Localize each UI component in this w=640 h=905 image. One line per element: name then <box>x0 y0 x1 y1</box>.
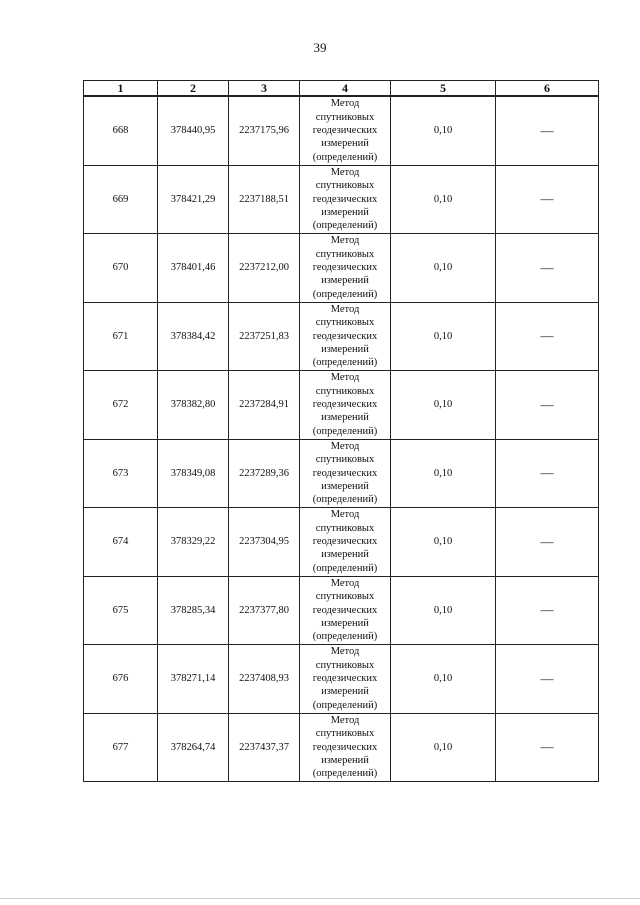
accuracy-cell: 0,10 <box>391 713 496 782</box>
note-cell: — <box>496 371 599 440</box>
table-row <box>84 96 599 165</box>
accuracy-cell: 0,10 <box>391 508 496 577</box>
method-line: (определений) <box>312 494 378 506</box>
method-line: Метод <box>330 166 360 178</box>
coordinate-y-cell: 2237377,80 <box>229 576 300 645</box>
method-line: геодезических <box>312 673 378 685</box>
method-line: (определений) <box>312 151 378 163</box>
coordinate-x-cell: 378382,80 <box>158 371 229 440</box>
method-cell <box>300 302 391 371</box>
method-line: геодезических <box>312 467 378 479</box>
note-cell: — <box>496 508 599 577</box>
method-line: геодезических <box>312 193 378 205</box>
method-line: спутниковых <box>315 522 375 534</box>
accuracy-cell: 0,10 <box>391 645 496 714</box>
point-number-cell: 675 <box>84 576 158 645</box>
method-line: спутниковых <box>315 111 375 123</box>
table-header-row <box>84 81 599 97</box>
table-row <box>84 234 599 303</box>
method-line: измерений <box>321 138 369 150</box>
accuracy-cell: 0,10 <box>391 234 496 303</box>
table-row <box>84 713 599 782</box>
method-line: спутниковых <box>315 591 375 603</box>
method-line: (определений) <box>312 562 378 574</box>
method-line: геодезических <box>312 262 378 274</box>
note-cell: — <box>496 302 599 371</box>
method-line: (определений) <box>312 220 378 232</box>
accuracy-cell: 0,10 <box>391 371 496 440</box>
accuracy-cell: 0,10 <box>391 302 496 371</box>
header-col-1: 1 <box>84 81 158 97</box>
table-row <box>84 371 599 440</box>
method-line: Метод <box>330 372 360 384</box>
method-line: Метод <box>330 646 360 658</box>
coordinate-x-cell: 378421,29 <box>158 165 229 234</box>
point-number-cell: 673 <box>84 439 158 508</box>
point-number-cell: 668 <box>84 96 158 165</box>
method-line: (определений) <box>312 425 378 437</box>
method-cell <box>300 371 391 440</box>
method-line: спутниковых <box>315 454 375 466</box>
method-line: геодезических <box>312 125 378 137</box>
method-line: геодезических <box>312 536 378 548</box>
table-body <box>84 96 599 782</box>
method-cell <box>300 234 391 303</box>
point-number-cell: 674 <box>84 508 158 577</box>
accuracy-cell: 0,10 <box>391 439 496 508</box>
method-line: измерений <box>321 686 369 698</box>
method-line: Метод <box>330 235 360 247</box>
table-row <box>84 645 599 714</box>
coordinate-y-cell: 2237212,00 <box>229 234 300 303</box>
method-line: спутниковых <box>315 659 375 671</box>
method-line: (определений) <box>312 699 378 711</box>
coordinate-x-cell: 378440,95 <box>158 96 229 165</box>
coordinate-y-cell: 2237284,91 <box>229 371 300 440</box>
header-col-6: 6 <box>496 81 599 97</box>
coordinate-x-cell: 378401,46 <box>158 234 229 303</box>
method-line: геодезических <box>312 604 378 616</box>
method-line: геодезических <box>312 741 378 753</box>
coordinate-x-cell: 378349,08 <box>158 439 229 508</box>
point-number-cell: 676 <box>84 645 158 714</box>
method-line: спутниковых <box>315 385 375 397</box>
coordinate-y-cell: 2237304,95 <box>229 508 300 577</box>
method-line: спутниковых <box>315 248 375 260</box>
method-line: измерений <box>321 343 369 355</box>
method-line: измерений <box>321 480 369 492</box>
method-line: геодезических <box>312 330 378 342</box>
table-row <box>84 508 599 577</box>
coordinate-y-cell: 2237437,37 <box>229 713 300 782</box>
method-line: Метод <box>330 509 360 521</box>
method-line: (определений) <box>312 357 378 369</box>
page-number: 39 <box>313 40 327 55</box>
accuracy-cell: 0,10 <box>391 96 496 165</box>
accuracy-cell: 0,10 <box>391 165 496 234</box>
page-edge-line <box>0 898 640 899</box>
method-cell <box>300 508 391 577</box>
coordinate-x-cell: 378285,34 <box>158 576 229 645</box>
method-line: измерений <box>321 206 369 218</box>
coordinate-x-cell: 378271,14 <box>158 645 229 714</box>
method-line: Метод <box>330 714 360 726</box>
coordinate-y-cell: 2237408,93 <box>229 645 300 714</box>
coordinate-x-cell: 378329,22 <box>158 508 229 577</box>
table-row <box>84 439 599 508</box>
coordinate-y-cell: 2237289,36 <box>229 439 300 508</box>
table-row <box>84 165 599 234</box>
note-cell: — <box>496 713 599 782</box>
method-line: геодезических <box>312 399 378 411</box>
point-number-cell: 672 <box>84 371 158 440</box>
method-line: измерений <box>321 275 369 287</box>
method-cell <box>300 439 391 508</box>
header-col-3: 3 <box>229 81 300 97</box>
header-col-5: 5 <box>391 81 496 97</box>
table-row <box>84 576 599 645</box>
method-line: Метод <box>330 98 360 110</box>
method-line: Метод <box>330 577 360 589</box>
coordinate-y-cell: 2237251,83 <box>229 302 300 371</box>
method-cell <box>300 713 391 782</box>
note-cell: — <box>496 165 599 234</box>
header-col-2: 2 <box>158 81 229 97</box>
method-cell <box>300 96 391 165</box>
point-number-cell: 669 <box>84 165 158 234</box>
method-line: (определений) <box>312 631 378 643</box>
note-cell: — <box>496 576 599 645</box>
note-cell: — <box>496 96 599 165</box>
point-number-cell: 670 <box>84 234 158 303</box>
method-line: спутниковых <box>315 728 375 740</box>
method-line: измерений <box>321 412 369 424</box>
coordinate-y-cell: 2237188,51 <box>229 165 300 234</box>
coordinate-y-cell: 2237175,96 <box>229 96 300 165</box>
coordinate-x-cell: 378264,74 <box>158 713 229 782</box>
method-line: измерений <box>321 754 369 766</box>
note-cell: — <box>496 234 599 303</box>
method-line: (определений) <box>312 288 378 300</box>
point-number-cell: 677 <box>84 713 158 782</box>
table-row <box>84 302 599 371</box>
method-line: спутниковых <box>315 180 375 192</box>
point-number-cell: 671 <box>84 302 158 371</box>
header-col-4: 4 <box>300 81 391 97</box>
accuracy-cell: 0,10 <box>391 576 496 645</box>
note-cell: — <box>496 645 599 714</box>
method-line: Метод <box>330 440 360 452</box>
coordinates-table <box>83 80 599 782</box>
method-cell <box>300 645 391 714</box>
method-line: измерений <box>321 617 369 629</box>
coordinate-x-cell: 378384,42 <box>158 302 229 371</box>
method-cell <box>300 576 391 645</box>
method-line: Метод <box>330 303 360 315</box>
method-line: измерений <box>321 549 369 561</box>
note-cell: — <box>496 439 599 508</box>
method-cell <box>300 165 391 234</box>
method-line: (определений) <box>312 768 378 780</box>
method-line: спутниковых <box>315 317 375 329</box>
